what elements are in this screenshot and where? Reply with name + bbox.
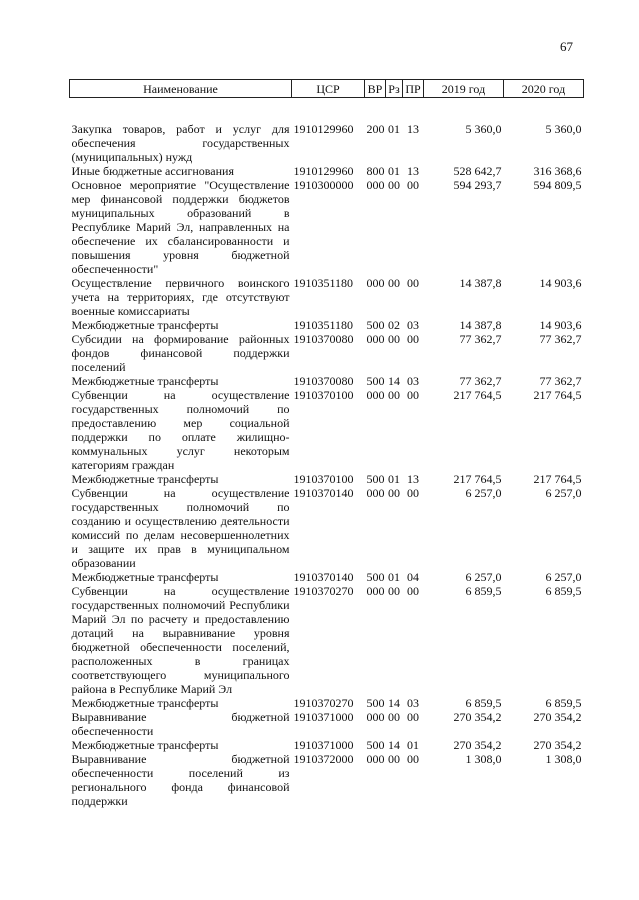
- cell-pr: 00: [407, 752, 419, 766]
- cell-y2019: 594 293,7: [453, 178, 502, 192]
- cell-y2020: 270 354,2: [533, 710, 582, 724]
- cell-y2020: 6 859,5: [545, 584, 582, 598]
- cell-csr: 1910371000: [293, 710, 354, 724]
- header-rz: Рз: [386, 80, 403, 98]
- cell-rz: 00: [388, 752, 400, 766]
- cell-y2019: 6 257,0: [465, 486, 502, 500]
- cell-y2020: 77 362,7: [539, 374, 582, 388]
- table-row: [70, 332, 584, 374]
- cell-pr: 00: [407, 178, 419, 192]
- cell-vr: 000: [366, 752, 385, 766]
- cell-pr: 00: [407, 276, 419, 290]
- cell-name: Осуществление первичного воинского учета на территориях, где отсутствуют военные комиссариаты: [71, 276, 290, 318]
- cell-vr: 000: [366, 710, 385, 724]
- cell-rz: 14: [388, 738, 400, 752]
- cell-y2020: 5 360,0: [545, 122, 582, 136]
- cell-y2019: 6 257,0: [465, 570, 502, 584]
- cell-name: Выравнивание бюджетной обеспеченности: [71, 710, 290, 738]
- page-number: 67: [560, 39, 573, 54]
- table-row: [70, 388, 584, 472]
- cell-y2019: 528 642,7: [453, 164, 502, 178]
- cell-y2020: 217 764,5: [533, 472, 582, 486]
- cell-rz: 00: [388, 584, 400, 598]
- cell-pr: 03: [407, 374, 419, 388]
- cell-rz: 01: [388, 164, 400, 178]
- cell-csr: 1910370080: [293, 374, 354, 388]
- cell-rz: 00: [388, 486, 400, 500]
- table-row: [70, 164, 584, 178]
- table-body: [70, 98, 584, 809]
- cell-csr: 1910351180: [293, 318, 354, 332]
- table-row: [70, 276, 584, 318]
- table-row: [70, 472, 584, 486]
- cell-pr: 13: [407, 164, 419, 178]
- cell-name: Межбюджетные трансферты: [71, 696, 219, 710]
- cell-pr: 00: [407, 710, 419, 724]
- table-row: [70, 570, 584, 584]
- cell-name: Субвенции на осуществление государственных полномочий Республики Марий Эл по расчету и предоставлению дотаций на выравнивание уровня бюджетной обеспеченности поселений, расположенных в границах соответствующего муниципального района в Республике Марий Эл: [71, 584, 290, 696]
- cell-vr: 500: [366, 374, 385, 388]
- cell-vr: 500: [366, 318, 385, 332]
- cell-rz: 00: [388, 388, 400, 402]
- cell-vr: 000: [366, 584, 385, 598]
- cell-rz: 00: [388, 332, 400, 346]
- table-row: [70, 486, 584, 570]
- cell-name: Межбюджетные трансферты: [71, 472, 219, 486]
- cell-vr: 000: [366, 276, 385, 290]
- cell-y2019: 6 859,5: [465, 696, 502, 710]
- cell-name: Выравнивание бюджетной обеспеченности поселений из регионального фонда финансовой поддержки: [71, 752, 290, 808]
- cell-y2019: 270 354,2: [453, 738, 502, 752]
- cell-name: Субвенции на осуществление государственных полномочий по созданию и осуществлению деятельности комиссий по делам несовершеннолетних и защите их прав в муниципальном образовании: [71, 486, 290, 570]
- cell-rz: 01: [388, 472, 400, 486]
- header-2019: 2019 год: [424, 80, 504, 98]
- cell-y2020: 594 809,5: [533, 178, 582, 192]
- cell-name: Субвенции на осуществление государственных полномочий по предоставлению мер социальной поддержки по оплате жилищно-коммунальных услуг некоторым категориям граждан: [71, 388, 290, 472]
- table-row: [70, 696, 584, 710]
- cell-name: Иные бюджетные ассигнования: [71, 164, 234, 178]
- cell-rz: 00: [388, 710, 400, 724]
- cell-name: Межбюджетные трансферты: [71, 318, 219, 332]
- table-row: [70, 98, 584, 165]
- cell-y2019: 217 764,5: [453, 472, 502, 486]
- cell-vr: 000: [366, 332, 385, 346]
- cell-y2020: 270 354,2: [533, 738, 582, 752]
- header-pr: ПР: [403, 80, 424, 98]
- cell-y2020: 6 257,0: [545, 570, 582, 584]
- cell-y2019: 14 387,8: [459, 318, 502, 332]
- cell-pr: 00: [407, 584, 419, 598]
- cell-y2019: 14 387,8: [459, 276, 502, 290]
- cell-csr: 1910370100: [293, 472, 354, 486]
- cell-csr: 1910370270: [293, 696, 354, 710]
- table-row: [70, 584, 584, 696]
- table-row: [70, 374, 584, 388]
- cell-y2019: 270 354,2: [453, 710, 502, 724]
- cell-vr: 000: [366, 388, 385, 402]
- cell-pr: 13: [407, 122, 419, 136]
- cell-csr: 1910300000: [293, 178, 354, 192]
- cell-vr: 000: [366, 178, 385, 192]
- cell-name: Межбюджетные трансферты: [71, 738, 219, 752]
- cell-csr: 1910370080: [293, 332, 354, 346]
- cell-rz: 14: [388, 696, 400, 710]
- cell-name: Межбюджетные трансферты: [71, 570, 219, 584]
- budget-table: [69, 79, 584, 808]
- cell-y2020: 1 308,0: [545, 752, 582, 766]
- table-row: [70, 710, 584, 738]
- cell-vr: 500: [366, 570, 385, 584]
- cell-pr: 00: [407, 388, 419, 402]
- cell-csr: 1910129960: [293, 164, 354, 178]
- header-name: Наименование: [70, 80, 292, 98]
- cell-csr: 1910372000: [293, 752, 354, 766]
- header-vr: ВР: [365, 80, 386, 98]
- cell-rz: 01: [388, 122, 400, 136]
- cell-name: Субсидии на формирование районных фондов финансовой поддержки поселений: [71, 332, 290, 374]
- cell-name: Основное мероприятие "Осуществление мер финансовой поддержки бюджетов муниципальных образований в Республике Марий Эл, направленных на обеспечение их сбалансированности и повышения уровня бюджетной обеспеченности": [71, 178, 290, 276]
- cell-rz: 01: [388, 570, 400, 584]
- cell-y2019: 6 859,5: [465, 584, 502, 598]
- cell-y2020: 217 764,5: [533, 388, 582, 402]
- cell-pr: 00: [407, 332, 419, 346]
- cell-csr: 1910371000: [293, 738, 354, 752]
- cell-csr: 1910370270: [293, 584, 354, 598]
- cell-y2020: 14 903,6: [539, 318, 582, 332]
- cell-rz: 00: [388, 276, 400, 290]
- cell-pr: 04: [407, 570, 419, 584]
- header-2020: 2020 год: [504, 80, 584, 98]
- cell-rz: 02: [388, 318, 400, 332]
- table-row: [70, 738, 584, 752]
- cell-pr: 13: [407, 472, 419, 486]
- table-header-row: [70, 80, 584, 98]
- table-row: [70, 752, 584, 808]
- cell-vr: 800: [366, 164, 385, 178]
- cell-vr: 500: [366, 738, 385, 752]
- cell-y2020: 6 859,5: [545, 696, 582, 710]
- cell-name: Межбюджетные трансферты: [71, 374, 219, 388]
- cell-y2019: 5 360,0: [465, 122, 502, 136]
- table-row: [70, 318, 584, 332]
- cell-y2020: 316 368,6: [533, 164, 582, 178]
- cell-csr: 1910370100: [293, 388, 354, 402]
- cell-name: Закупка товаров, работ и услуг для обеспечения государственных (муниципальных) нужд: [71, 122, 290, 164]
- cell-csr: 1910370140: [293, 570, 354, 584]
- cell-vr: 500: [366, 472, 385, 486]
- cell-pr: 03: [407, 318, 419, 332]
- cell-y2019: 1 308,0: [465, 752, 502, 766]
- cell-rz: 00: [388, 178, 400, 192]
- table-row: [70, 178, 584, 276]
- cell-y2020: 6 257,0: [545, 486, 582, 500]
- cell-vr: 500: [366, 696, 385, 710]
- cell-csr: 1910351180: [293, 276, 354, 290]
- cell-csr: 1910370140: [293, 486, 354, 500]
- cell-y2020: 77 362,7: [539, 332, 582, 346]
- cell-y2020: 14 903,6: [539, 276, 582, 290]
- cell-pr: 03: [407, 696, 419, 710]
- cell-vr: 200: [366, 122, 385, 136]
- cell-rz: 14: [388, 374, 400, 388]
- cell-pr: 01: [407, 738, 419, 752]
- cell-y2019: 77 362,7: [459, 374, 502, 388]
- cell-csr: 1910129960: [293, 122, 354, 136]
- cell-y2019: 217 764,5: [453, 388, 502, 402]
- cell-vr: 000: [366, 486, 385, 500]
- cell-y2019: 77 362,7: [459, 332, 502, 346]
- header-csr: ЦСР: [292, 80, 365, 98]
- cell-pr: 00: [407, 486, 419, 500]
